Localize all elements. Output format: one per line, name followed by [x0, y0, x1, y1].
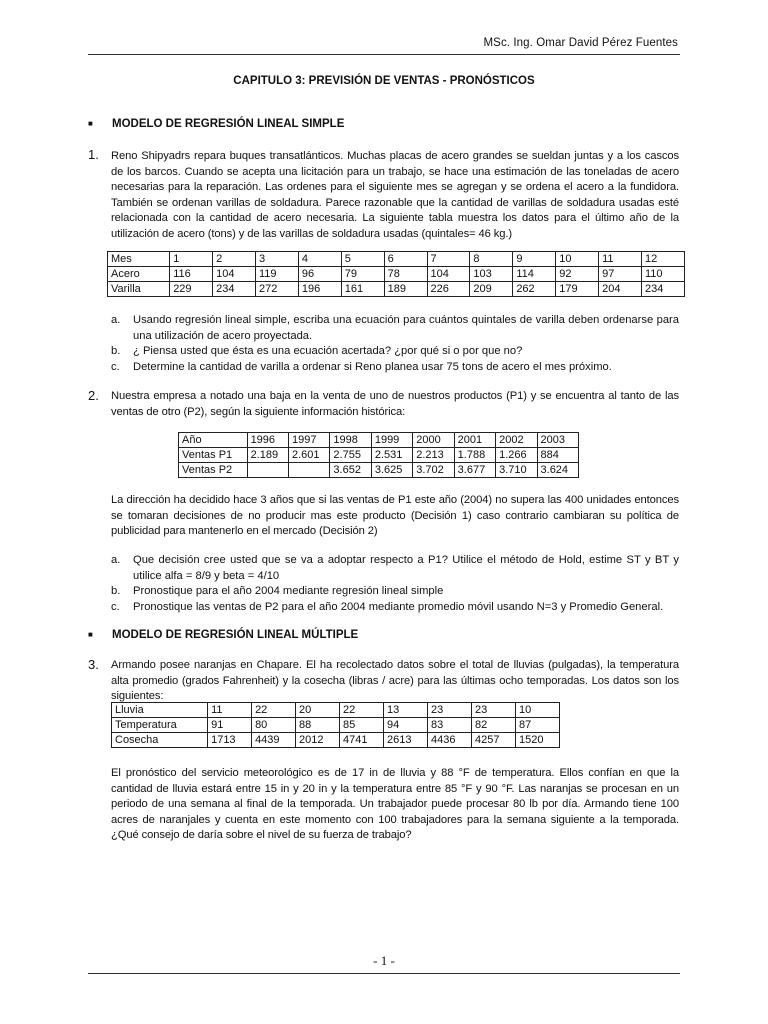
table-cell: 3.677	[454, 463, 495, 478]
section-title: MODELO DE REGRESIÓN LINEAL SIMPLE	[112, 118, 345, 130]
table-cell: 8	[470, 252, 513, 267]
problem-1-questions	[111, 313, 679, 375]
question-item: b. ¿ Piensa usted que ésta es una ecuación acertada? ¿por qué si o por que no?	[111, 345, 523, 357]
table-cell: 20	[296, 703, 340, 718]
question-item: a. Que decisión cree usted que se va a adoptar respecto a P1? Utilice el método de Hold, estime ST y BT y utilice alfa = 8/9 y beta = 4/10	[111, 554, 679, 582]
table-cell: 6	[384, 252, 427, 267]
table-cell: 3.625	[371, 463, 412, 478]
table-cell: 92	[556, 267, 599, 282]
table-cell	[288, 463, 329, 478]
problem-number: 3.	[88, 657, 99, 672]
table-row	[112, 703, 560, 718]
sales-history-table	[178, 432, 579, 478]
table-cell: 2001	[454, 433, 495, 448]
row-header-cell: Temperatura	[112, 718, 208, 733]
orange-harvest-table	[111, 702, 560, 748]
table-cell: 83	[428, 718, 472, 733]
table-cell: 1999	[371, 433, 412, 448]
table-cell: 4436	[428, 733, 472, 748]
table-cell: 5	[341, 252, 384, 267]
table-row	[108, 267, 685, 282]
table-cell: 2.755	[330, 448, 371, 463]
table-row	[179, 448, 579, 463]
table-cell: 22	[252, 703, 296, 718]
table-cell: 3.702	[413, 463, 454, 478]
row-header-cell: Ventas P2	[179, 463, 248, 478]
row-header-cell: Cosecha	[112, 733, 208, 748]
table-cell: 272	[255, 282, 298, 297]
table-cell: 2.531	[371, 448, 412, 463]
table-cell: 88	[296, 718, 340, 733]
table-cell: 3.624	[537, 463, 578, 478]
table-cell: 1.266	[496, 448, 537, 463]
table-cell: 4741	[340, 733, 384, 748]
table-cell: 1520	[515, 733, 559, 748]
table-cell: 161	[341, 282, 384, 297]
problem-1-statement: Reno Shipyadrs repara buques transatlánticos. Muchas placas de acero grandes se sueldan juntas y a los cascos de los barcos. Cuando se acepta una licitación para un trabajo, se hace una estimación de las toneladas de acero necesarias para la reparación. Las ordenes para el siguiente mes se agregan y se ordena el acero a la fundidora. También se ordenan varillas de soldadura. Parece razonable que la cantidad de varillas de soldadura usadas esté relacionada con la cantidad de acero necesaria. La siguiente tabla muestra los datos para el último año de la utilización de acero (tons) y de las varillas de soldadura usadas (quintales= 46 kg.)	[111, 150, 679, 240]
problem-3-statement: Armando posee naranjas en Chapare. El ha recolectado datos sobre el total de lluvias (pulgadas), la temperatura alta promedio (grados Fahrenheit) y la cosecha (libras / acre) para las últimas ocho temporadas. Los datos son los siguientes:	[111, 659, 679, 702]
table-cell: 119	[255, 267, 298, 282]
square-bullet-icon: ■	[88, 630, 93, 640]
table-cell: 2	[213, 252, 256, 267]
table-cell: 226	[427, 282, 470, 297]
table-cell: 22	[340, 703, 384, 718]
table-cell: 10	[515, 703, 559, 718]
table-cell: 116	[170, 267, 213, 282]
table-cell: 1997	[288, 433, 329, 448]
problem-2-questions	[111, 553, 679, 615]
table-cell: 1713	[208, 733, 252, 748]
section-heading-multiple-regression	[88, 629, 358, 641]
table-cell: 23	[471, 703, 515, 718]
table-cell: 104	[213, 267, 256, 282]
table-cell: 2003	[537, 433, 578, 448]
table-cell: 13	[384, 703, 428, 718]
question-item: c. Pronostique las ventas de P2 para el año 2004 mediante promedio móvil usando N=3 y Promedio General.	[111, 600, 664, 613]
table-cell	[247, 463, 288, 478]
section-heading-simple-regression	[88, 118, 344, 130]
table-cell: 1998	[330, 433, 371, 448]
problem-number: 2.	[88, 388, 99, 403]
table-cell: 234	[641, 282, 684, 297]
table-cell: 234	[213, 282, 256, 297]
table-cell: 12	[641, 252, 684, 267]
table-cell: 2.601	[288, 448, 329, 463]
table-cell: 4257	[471, 733, 515, 748]
table-cell: 189	[384, 282, 427, 297]
row-header-cell: Acero	[108, 267, 170, 282]
table-cell: 2000	[413, 433, 454, 448]
table-cell: 23	[428, 703, 472, 718]
table-row	[108, 252, 685, 267]
table-row	[179, 433, 579, 448]
question-item: b. Pronostique para el año 2004 mediante regresión lineal simple	[111, 585, 444, 597]
table-cell: 9	[513, 252, 556, 267]
question-item: a. Usando regresión lineal simple, escriba una ecuación para cuántos quintales de varilla deben ordenarse para una utilización de acero proyectada.	[111, 314, 679, 342]
table-cell: 1	[170, 252, 213, 267]
table-cell: 4439	[252, 733, 296, 748]
steel-rod-table	[107, 251, 685, 297]
header-divider	[88, 54, 680, 55]
table-cell: 1.788	[454, 448, 495, 463]
table-cell: 110	[641, 267, 684, 282]
row-header-cell: Mes	[108, 252, 170, 267]
table-cell: 96	[298, 267, 341, 282]
row-header-cell: Varilla	[108, 282, 170, 297]
table-cell: 196	[298, 282, 341, 297]
problem-2-statement: Nuestra empresa a notado una baja en la venta de uno de nuestros productos (P1) y se encuentra al tanto de las ventas de otro (P2), según la siguiente información histórica:	[111, 390, 679, 418]
table-cell: 7	[427, 252, 470, 267]
footer-divider	[88, 973, 680, 974]
table-cell: 2012	[296, 733, 340, 748]
header-author: MSc. Ing. Omar David Pérez Fuentes	[483, 37, 678, 49]
section-title: MODELO DE REGRESIÓN LINEAL MÚLTIPLE	[112, 629, 359, 641]
table-row	[112, 718, 560, 733]
table-cell: 87	[515, 718, 559, 733]
table-cell: 204	[599, 282, 642, 297]
table-cell: 262	[513, 282, 556, 297]
table-row	[112, 733, 560, 748]
table-cell: 2613	[384, 733, 428, 748]
table-cell: 10	[556, 252, 599, 267]
table-cell: 85	[340, 718, 384, 733]
square-bullet-icon: ■	[88, 119, 93, 129]
table-cell: 79	[341, 267, 384, 282]
table-cell: 2.213	[413, 448, 454, 463]
problem-number: 1.	[88, 147, 99, 162]
table-cell: 179	[556, 282, 599, 297]
row-header-cell: Lluvia	[112, 703, 208, 718]
table-cell: 104	[427, 267, 470, 282]
problem-2-context: La dirección ha decidido hace 3 años que si las ventas de P1 este año (2004) no supera las 400 unidades entonces se tomaran decisiones de no producir mas este producto (Decisión 1) caso contrario cambiaran su política de publicidad para mantenerlo en el mercado (Decisión 2)	[111, 494, 679, 537]
table-cell: 209	[470, 282, 513, 297]
table-cell: 97	[599, 267, 642, 282]
table-cell: 11	[599, 252, 642, 267]
table-cell: 91	[208, 718, 252, 733]
row-header-cell: Año	[179, 433, 248, 448]
table-cell: 4	[298, 252, 341, 267]
table-cell: 78	[384, 267, 427, 282]
table-cell: 11	[208, 703, 252, 718]
question-item: c. Determine la cantidad de varilla a ordenar si Reno planea usar 75 tons de acero el mes próximo.	[111, 360, 612, 373]
table-cell: 114	[513, 267, 556, 282]
table-row	[108, 282, 685, 297]
table-cell: 3	[255, 252, 298, 267]
page-number: - 1 -	[373, 953, 395, 968]
table-cell: 2002	[496, 433, 537, 448]
table-cell: 80	[252, 718, 296, 733]
table-cell: 884	[537, 448, 578, 463]
table-cell: 2.189	[247, 448, 288, 463]
table-cell: 3.710	[496, 463, 537, 478]
chapter-title: CAPITULO 3: PREVISIÓN DE VENTAS - PRONÓSTICOS	[233, 75, 535, 87]
problem-3-context: El pronóstico del servicio meteorológico es de 17 in de lluvia y 88 °F de temperatura. Ellos confían en que la cantidad de lluvia estará entre 15 in y 20 in y la temperatura entre 85 °F y 90 °F. Las naranjas se procesan en un periodo de una semana al final de la temporada. Un trabajador puede procesar 80 lb por día. Armando tiene 100 acres de naranjales y cuenta en este momento con 100 trabajadores para la semana siguiente a la temporada. ¿Qué consejo de daría sobre el nivel de su fuerza de trabajo?	[111, 767, 679, 841]
table-cell: 94	[384, 718, 428, 733]
table-cell: 103	[470, 267, 513, 282]
table-cell: 3.652	[330, 463, 371, 478]
table-row	[179, 463, 579, 478]
table-cell: 82	[471, 718, 515, 733]
table-cell: 1996	[247, 433, 288, 448]
table-cell: 229	[170, 282, 213, 297]
row-header-cell: Ventas P1	[179, 448, 248, 463]
